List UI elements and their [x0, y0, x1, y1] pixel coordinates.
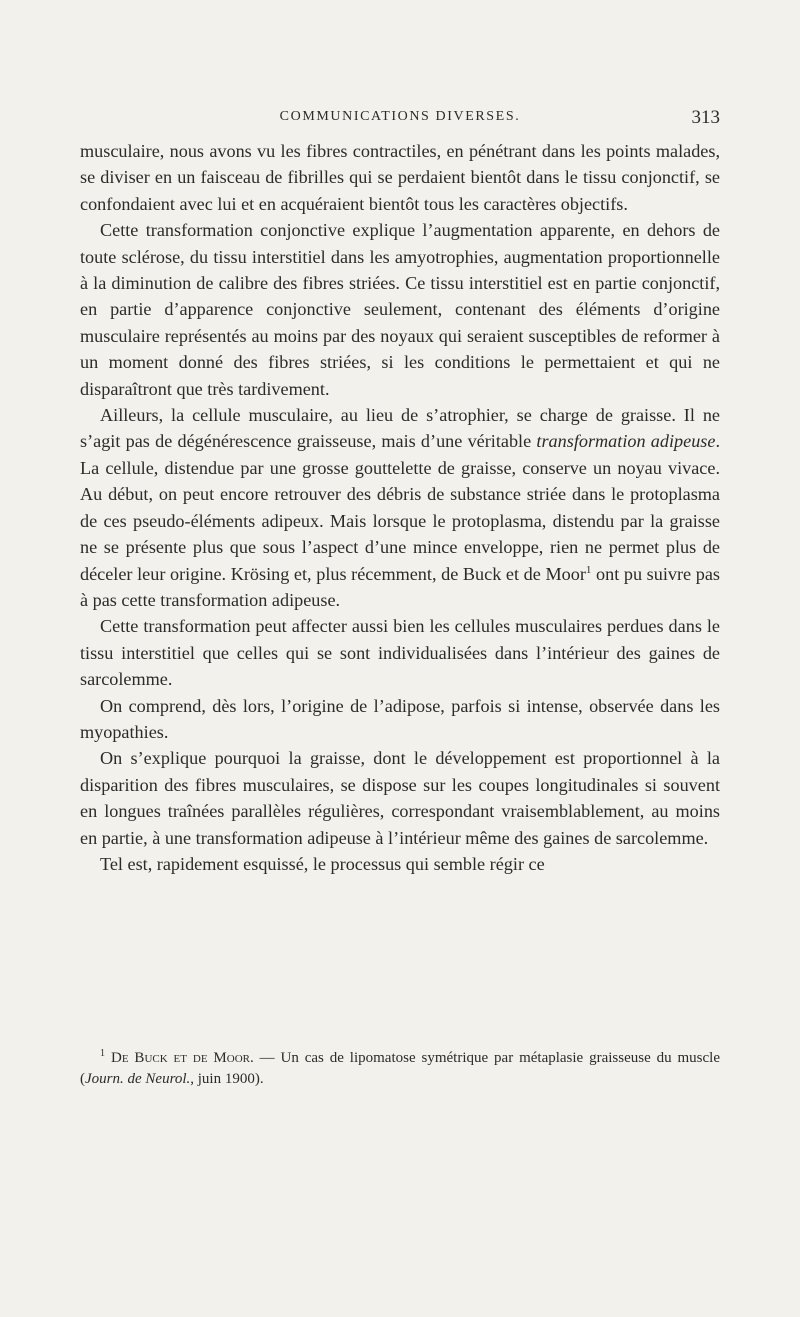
paragraph-3-part-b: . La cellule, distendue par une grosse gouttelette de graisse, conserve un noyau vivace. Au début, on peut encore retrouver des débris de substance striée dans le protoplasma de ces pseudo-éléments adipeux. Mais lorsque le protoplasma, distendu par la graisse ne se présente plus que sous l’aspect d’une mince enveloppe, rien ne permet plus de déceler leur origine. Krösing et, plus récemment, de Buck et de Moor [80, 431, 720, 584]
paragraph-3-part-c: ont pu suivre pas à pas cette transformation adipeuse. [80, 563, 721, 610]
running-head: COMMUNICATIONS DIVERSES. [279, 109, 521, 124]
footnote-reference: 1 [585, 563, 592, 576]
footnote-text: — Un cas de lipomatose symétrique par métaplasie graisseuse du muscle ( [80, 1050, 720, 1087]
paragraph-2: Cette transformation conjonctive explique l’augmentation apparente, en dehors de toute sclérose, du tissu interstitiel dans les amyotrophies, augmentation proportionnelle à la diminution de calibre des fibres striées. Ce tissu interstitiel est en partie conjonctif, en partie d’apparence conjonctive seulement, contenant des éléments d’origine musculaire représentés au moins par des noyaux qui seraient susceptibles de reformer à un moment donné des fibres striées, si les conditions le permettaient et qui ne disparaîtront que très tardivement. [80, 220, 720, 399]
body-text [80, 138, 720, 877]
paragraph-6: On s’explique pourquoi la graisse, dont le développement est proportionnel à la disparition des fibres musculaires, se dispose sur les coupes longitudinales si souvent en longues traînées parallèles régulières, correspondant vraisemblablement, au moins en partie, à une transformation adipeuse à l’intérieur même des gaines de sarcolemme. [80, 748, 720, 848]
paragraph-3-part-a: Ailleurs, la cellule musculaire, au lieu de s’atrophier, se charge de graisse. Il ne s’agit pas de dégénérescence graisseuse, mais d’une véritable [80, 405, 720, 452]
footnote-authors: De Buck et de Moor. [111, 1050, 254, 1066]
footnote-marker: 1 [100, 1048, 105, 1059]
footnote [80, 1043, 720, 1090]
paragraph-4: Cette transformation peut affecter aussi bien les cellules musculaires perdues dans le tissu interstitiel que celles qui se sont individualisées dans l’intérieur des gaines de sarcolemme. [80, 616, 720, 690]
page-header [80, 109, 720, 133]
paragraph-3 [80, 402, 720, 613]
footnote-journal: Journ. de Neurol. [85, 1071, 191, 1087]
paragraph-1: musculaire, nous avons vu les fibres contractiles, en pénétrant dans les points malades, se diviser en un faisceau de fibrilles qui se perdaient bientôt dans le tissu conjonctif, se confondaient avec lui et en acquéraient bientôt tous les caractères objectifs. [80, 141, 720, 214]
emphasis-transformation-adipeuse: transformation adipeuse [536, 431, 716, 452]
page-number: 313 [691, 107, 720, 128]
paragraph-7: Tel est, rapidement esquissé, le processus qui semble régir ce [100, 853, 545, 874]
paragraph-5: On comprend, dès lors, l’origine de l’adipose, parfois si intense, observée dans les myopathies. [80, 695, 720, 742]
footnote-date: , juin 1900). [190, 1071, 264, 1087]
